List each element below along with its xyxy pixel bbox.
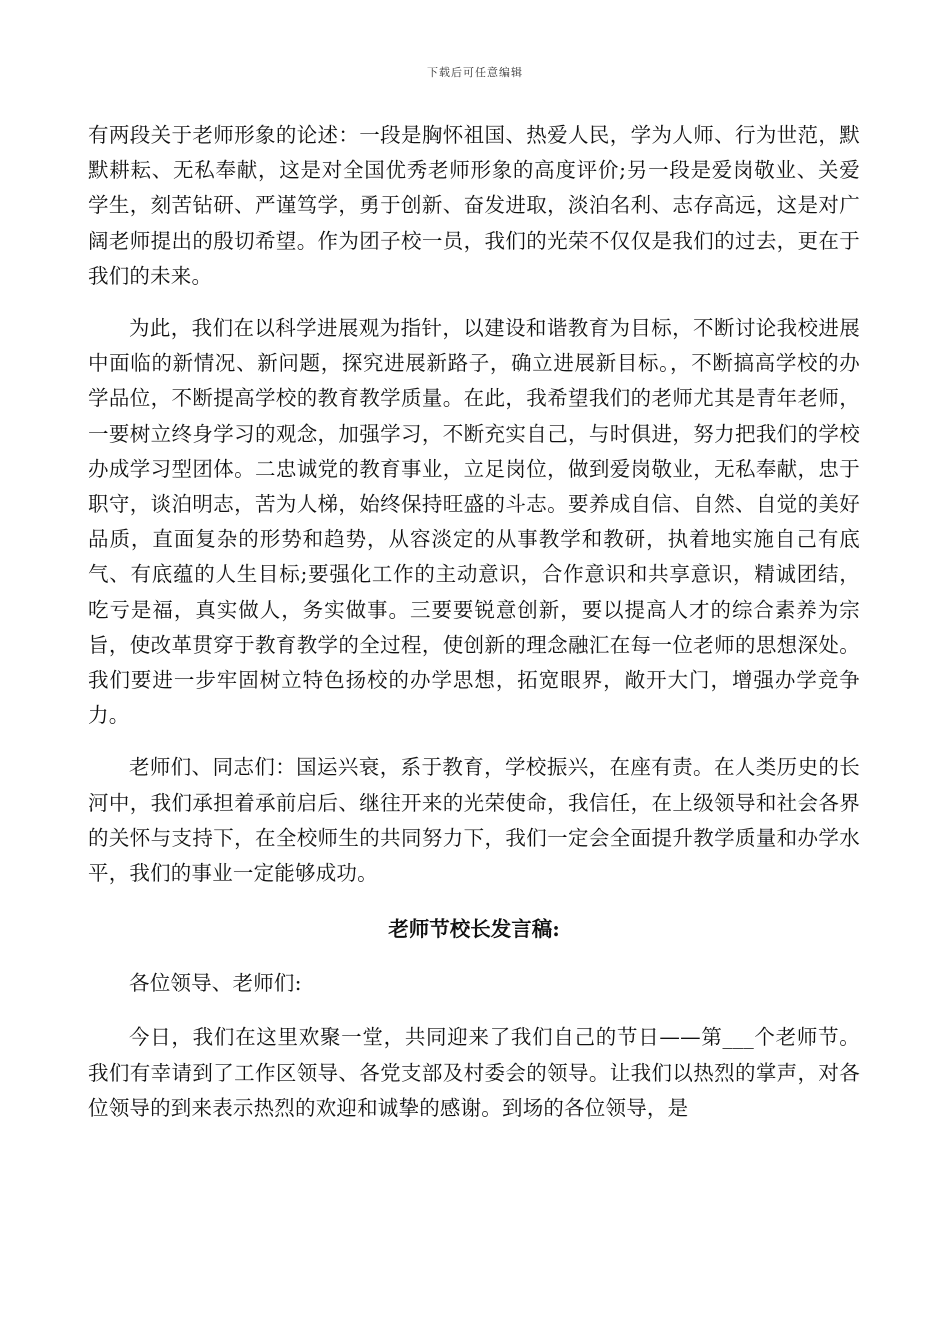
header-note: 下载后可任意编辑	[427, 66, 523, 79]
paragraph-teacher-image: 有两段关于老师形象的论述：一段是胸怀祖国、热爱人民，学为人师、行为世范，默默耕耘、无私奉献，这是对全国优秀老师形象的高度评价;另一段是爱岗敬业、关爱学生，刻苦钻研、严谨笃学，勇于创新、奋发进取，淡泊名利、志存高远，这是对广阔老师提出的殷切希望。作为团子校一员，我们的光荣不仅仅是我们的过去，更在于我们的未来。	[88, 123, 860, 288]
paragraph-school-development: 为此，我们在以科学进展观为指针，以建设和谐教育为目标，不断讨论我校进展中面临的新情况、新问题，探究进展新路子，确立进展新目标。，不断搞高学校的办学品位，不断提高学校的教育教学质量。在此，我希望我们的老师尤其是青年老师，一要树立终身学习的观念，加强学习，不断充实自己，与时俱进，努力把我们的学校办成学习型团体。二忠诚党的教育事业，立足岗位，做到爱岗敬业，无私奉献，忠于职守，谈泊明志，苦为人梯，始终保持旺盛的斗志。要养成自信、自然、自觉的美好品质，直面复杂的形势和趋势，从容淡定的从事教学和教研，执着地实施自己有底气、有底蕴的人生目标;要强化工作的主动意识，合作意识和共享意识，精诚团结，吃亏是福，真实做人，务实做事。三要要锐意创新，要以提高人才的综合素养为宗旨，使改革贯穿于教育教学的全过程，使创新的理念融汇在每一位老师的思想深处。我们要进一步牢固树立特色扬校的办学思想，拓宽眼界，敞开大门，增强办学竞争力。	[88, 316, 860, 728]
paragraph-opening-speech: 今日，我们在这里欢聚一堂，共同迎来了我们自己的节日——第___个老师节。我们有幸请到了工作区领导、各党支部及村委会的领导。让我们以热烈的掌声，对各位领导的到来表示热烈的欢迎和诚挚的感谢。到场的各位领导，是	[88, 1025, 860, 1120]
document-body	[88, 118, 860, 1126]
section-heading: 老师节校长发言稿:	[388, 917, 560, 942]
salutation: 各位领导、老师们:	[129, 971, 302, 996]
paragraph-closing-remarks: 老师们、同志们：国运兴衰，系于教育，学校振兴，在座有责。在人类历史的长河中，我们承担着承前启后、继往开来的光荣使命，我信任，在上级领导和社会各界的关怀与支持下，在全校师生的共同努力下，我们一定会全面提升教学质量和办学水平，我们的事业一定能够成功。	[88, 755, 860, 886]
